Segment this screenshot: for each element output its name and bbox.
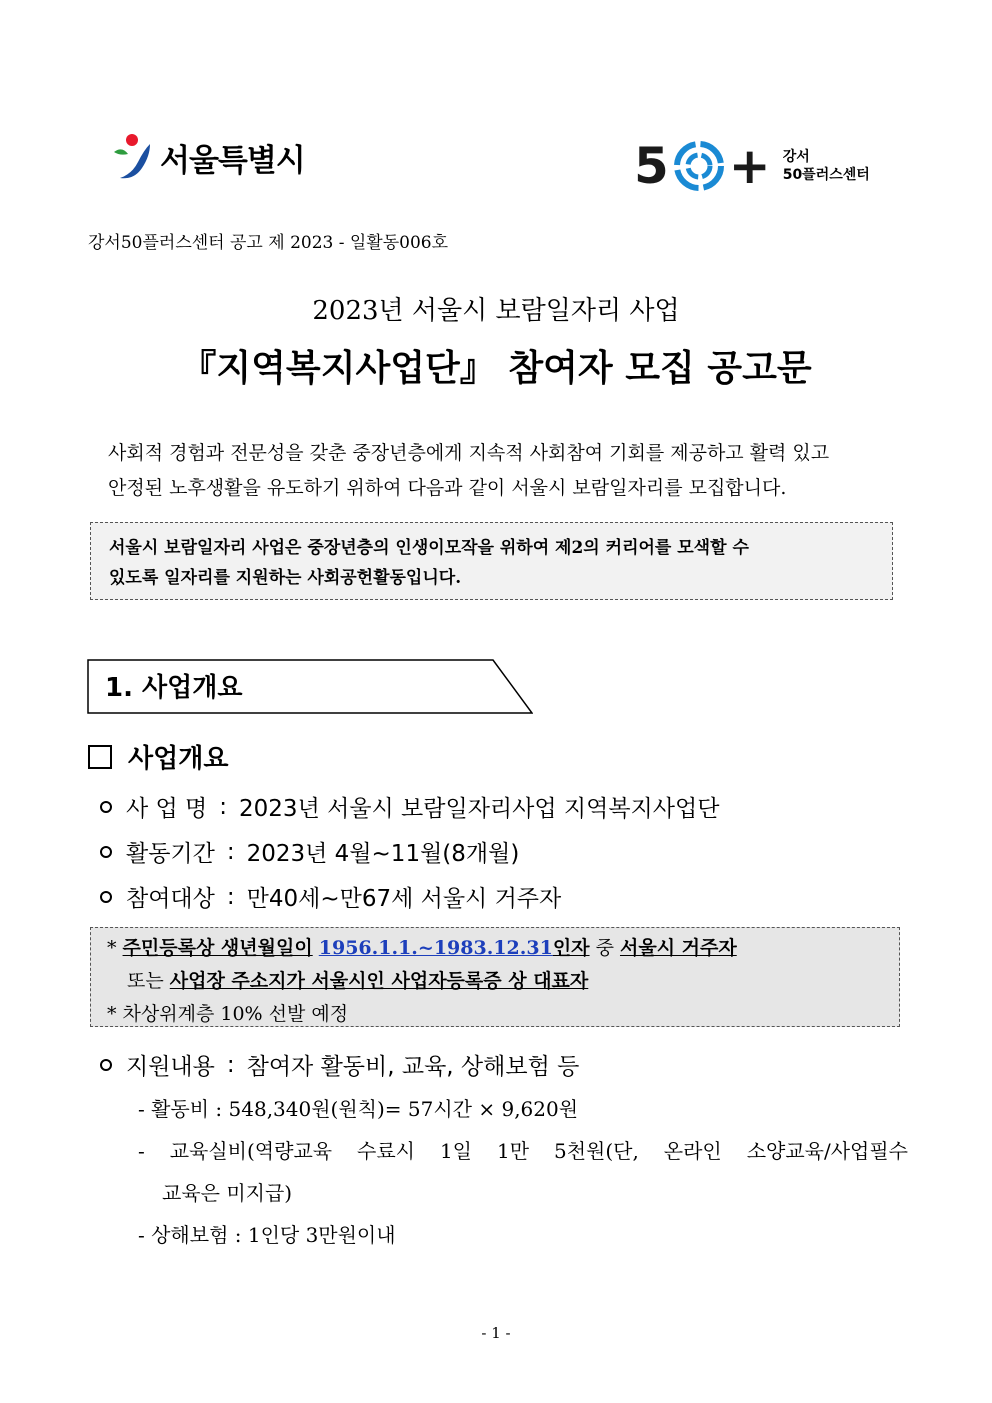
center-logo-line2: 50플러스센터 [782,167,870,183]
section-heading [87,659,533,714]
center-logo-name [783,148,870,184]
intro-line: 안정된 노후생활을 유도하기 위하여 다음과 같이 서울시 보람일자리를 모집합니다. [108,477,787,499]
note-line1 [107,932,899,965]
note-line2-pre: 또는 [127,970,170,992]
item-sep: : [226,1051,235,1078]
item-value: 만40세~만67세 서울시 거주자 [246,886,562,912]
title-line2: 『지역복지사업단』 참여자 모집 공고문 [180,347,812,389]
note-u3: 서울시 거주자 [619,937,737,959]
support-detail-line: - 교육실비(역량교육 수료시 1일 1만 5천원(단, 온라인 소양교육/사업필수 [138,1139,908,1163]
overview-item-period [100,835,519,868]
center-logo-digit: 5 [634,137,669,195]
section-title: 1. 사업개요 [105,673,243,703]
title-line1: 2023년 서울시 보람일자리 사업 [312,296,680,326]
intro-paragraph [108,436,888,506]
overview-item-target [100,880,561,913]
circle-bullet-icon [100,846,112,858]
support-detail-allowance: - 활동비 : 548,340원(원칙)= 57시간 × 9,620원 [138,1097,579,1121]
item-key: 지원내용 [126,1054,215,1080]
subsection-title: 사업개요 [128,744,229,774]
note-u2: 인자 [552,937,590,959]
overview-item-name [100,790,719,823]
support-detail-line: 교육은 미지급) [162,1181,293,1205]
center-logo-plus: + [728,137,771,195]
notice-number: 강서50플러스센터 공고 제 2023 - 일활동006호 [88,233,449,253]
summary-line: 있도록 일자리를 지원하는 사회공헌활동입니다. [109,568,462,588]
intro-line: 사회적 경험과 전문성을 갖춘 중장년층에게 지속적 사회참여 기회를 제공하고 활력 있고 [108,442,830,464]
square-bullet-icon [88,745,112,769]
note-line3 [107,998,899,1031]
seoul-logo-text: 서울특별시 [160,142,305,179]
center-logo-ring-icon [671,138,727,194]
birthdate-range: 1956.1.1.~1983.12.31 [318,937,553,959]
item-value: 참여자 활동비, 교육, 상해보험 등 [246,1054,580,1080]
eligibility-note-box [90,927,900,1027]
subsection-heading [88,738,228,775]
seoul-logo [110,132,305,182]
note-mid: 중 [589,937,620,959]
center-logo [634,138,870,194]
item-value: 2023년 4월~11월(8개월) [246,841,520,867]
seoul-emblem-icon [110,132,154,182]
item-value: 2023년 서울시 보람일자리사업 지역복지사업단 [239,796,720,822]
circle-bullet-icon [100,1059,112,1071]
overview-item-support [100,1048,579,1081]
item-sep: : [226,838,235,865]
center-logo-line1: 강서 [782,149,810,165]
item-key: 활동기간 [126,841,215,867]
circle-bullet-icon [100,891,112,903]
program-summary-box [90,522,893,600]
note-star: * [107,937,117,959]
note-star: * [107,1003,117,1025]
note-line2 [107,965,899,998]
item-key: 사 업 명 [126,796,208,822]
note-line3-text: 차상위계층 10% 선발 예정 [122,1003,349,1025]
item-key: 참여대상 [126,886,215,912]
note-line2-u: 사업장 주소지가 서울시인 사업자등록증 상 대표자 [169,970,589,992]
page-number: - 1 - [481,1324,511,1342]
item-sep: : [219,793,228,820]
support-detail-education [138,1130,908,1214]
support-detail-insurance: - 상해보험 : 1인당 3만원이내 [138,1223,396,1247]
circle-bullet-icon [100,801,112,813]
note-u1: 주민등록상 생년월일이 [122,937,313,959]
summary-line: 서울시 보람일자리 사업은 중장년층의 인생이모작을 위하여 제2의 커리어를 모색할 수 [109,538,749,558]
item-sep: : [226,883,235,910]
